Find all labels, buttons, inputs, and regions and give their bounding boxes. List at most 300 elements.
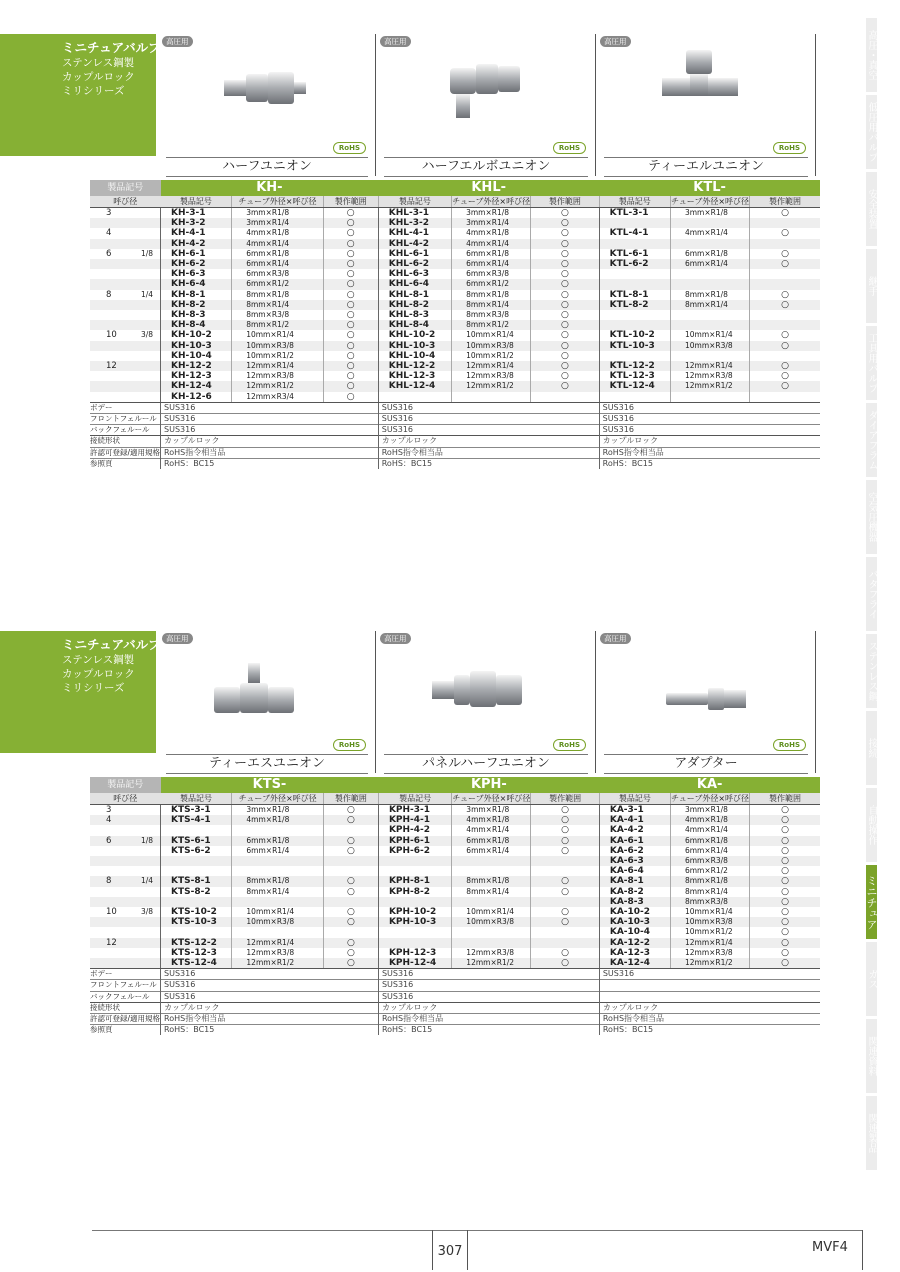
availability-mark: ○ (750, 259, 820, 269)
material-label: フロントフェルール (90, 414, 161, 425)
tube-dimension: 10mm×R1/4 (232, 330, 323, 340)
availability-mark: ○ (531, 381, 600, 391)
tube-dim-header: チューブ外径×呼び径 (670, 794, 750, 803)
part-number: KH-6-1 (161, 249, 232, 259)
rohs-badge: RoHS (333, 142, 366, 154)
table-row (90, 805, 820, 816)
material-value: RoHS：BC15 (599, 458, 820, 469)
part-number: KHL-12-2 (378, 361, 451, 371)
nominal-size (90, 310, 161, 320)
part-number: KA-6-3 (599, 856, 670, 866)
tube-dimension: 8mm×R1/4 (232, 300, 323, 310)
availability-mark: ○ (750, 836, 820, 846)
part-number: KA-10-2 (599, 907, 670, 917)
tube-dimension: 12mm×R1/2 (452, 958, 531, 969)
availability-mark (750, 239, 820, 249)
nominal-size (90, 887, 161, 897)
high-pressure-badge: 高圧用 (380, 633, 411, 644)
availability-mark (531, 856, 599, 866)
part-number (599, 239, 670, 249)
availability-mark: ○ (323, 239, 378, 249)
part-number (599, 320, 670, 330)
material-label: 接続形状 (90, 1002, 161, 1013)
table-row (90, 341, 820, 351)
tube-dimension (670, 279, 749, 289)
tube-dimension: 3mm×R1/8 (670, 805, 749, 816)
part-number: KH-6-4 (161, 279, 232, 289)
product-column (376, 631, 596, 775)
availability-mark: ○ (750, 927, 820, 937)
side-tab-9[interactable]: 接続 (866, 711, 877, 785)
nominal-size (90, 805, 161, 816)
tube-dimension: 6mm×R1/8 (670, 249, 749, 259)
tube-dimension: 8mm×R1/8 (232, 876, 323, 886)
part-number: KHL-10-3 (378, 341, 451, 351)
side-tab-13[interactable]: 関連資料 (866, 1019, 877, 1093)
part-number: KTL-6-1 (599, 249, 670, 259)
tube-dimension (670, 392, 749, 403)
material-value: カップルロック (599, 1002, 820, 1013)
availability-mark: ○ (531, 371, 600, 381)
tube-dimension (452, 392, 531, 403)
table-header-row (90, 777, 820, 793)
tube-dimension: 12mm×R1/4 (670, 361, 749, 371)
tube-dimension: 6mm×R3/8 (452, 269, 531, 279)
availability-mark (531, 392, 600, 403)
table-row (90, 351, 820, 361)
part-number: KA-8-1 (599, 876, 670, 886)
side-tab-12[interactable]: ガス (866, 942, 877, 1016)
availability-mark: ○ (531, 279, 600, 289)
part-number (378, 897, 451, 907)
table-row (90, 927, 820, 937)
part-number: KH-8-3 (161, 310, 232, 320)
availability-mark: ○ (750, 958, 820, 969)
availability-mark: ○ (323, 361, 378, 371)
fitting-illustration (656, 46, 746, 120)
availability-mark: ○ (750, 361, 820, 371)
part-number: KTL-3-1 (599, 208, 670, 219)
tube-dimension (670, 320, 749, 330)
part-number: KTS-12-2 (161, 938, 232, 948)
availability-mark (750, 310, 820, 320)
tube-dimension: 8mm×R1/4 (452, 887, 531, 897)
tube-dimension: 4mm×R1/8 (452, 815, 531, 825)
tube-dimension: 12mm×R3/8 (670, 371, 749, 381)
fitting-illustration (220, 58, 310, 122)
availability-mark: ○ (531, 805, 599, 816)
part-number (599, 310, 670, 320)
availability-mark: ○ (750, 917, 820, 927)
nominal-size (90, 392, 161, 403)
range-header: 製作範囲 (750, 196, 820, 208)
availability-mark (323, 825, 378, 835)
rohs-badge: RoHS (333, 739, 366, 751)
tube-dimension: 12mm×R3/8 (452, 371, 531, 381)
series-title-line: カップルロック (62, 668, 135, 680)
material-row-connection (90, 1002, 820, 1013)
table-row (90, 917, 820, 927)
part-number: KTL-10-2 (599, 330, 670, 340)
side-tab-0[interactable]: 高圧・真空 (866, 18, 877, 92)
nominal-size-value: 12 (106, 937, 117, 948)
tube-dimension: 12mm×R1/4 (232, 361, 323, 371)
material-value: RoHS：BC15 (378, 1025, 599, 1036)
part-number: KHL-8-1 (378, 290, 451, 300)
tube-dimension: 8mm×R1/4 (452, 300, 531, 310)
availability-mark: ○ (323, 249, 378, 259)
availability-mark (323, 866, 378, 876)
tube-dimension (670, 218, 749, 228)
table-row (90, 259, 820, 269)
material-value: SUS316 (161, 969, 379, 980)
material-value: SUS316 (378, 402, 599, 413)
part-number: KA-12-2 (599, 938, 670, 948)
tube-dimension: 3mm×R1/4 (452, 218, 531, 228)
part-number: KA-12-3 (599, 948, 670, 958)
availability-mark: ○ (323, 269, 378, 279)
tube-dimension: 12mm×R1/2 (452, 381, 531, 391)
nominal-size-fraction: 1/4 (141, 289, 154, 299)
part-number: KHL-6-4 (378, 279, 451, 289)
availability-mark (750, 392, 820, 403)
availability-mark (323, 927, 378, 937)
tube-dimension (232, 856, 323, 866)
tube-dimension: 12mm×R3/8 (670, 948, 749, 958)
tube-dimension: 6mm×R1/8 (232, 249, 323, 259)
nominal-size (90, 259, 161, 269)
part-number: KTS-10-3 (161, 917, 232, 927)
fitting-illustration (208, 659, 308, 733)
tube-dimension (670, 310, 749, 320)
material-row-reference (90, 1025, 820, 1036)
part-number: KPH-10-3 (378, 917, 451, 927)
tube-dimension: 10mm×R1/4 (232, 907, 323, 917)
tube-dimension (232, 825, 323, 835)
side-tab-2[interactable]: 安全装置 (866, 172, 877, 246)
tube-dimension: 3mm×R1/8 (452, 208, 531, 219)
side-tab-11[interactable]: ミニチュア (866, 865, 877, 939)
table-row (90, 392, 820, 403)
material-row-body (90, 402, 820, 413)
part-number: KTL-8-2 (599, 300, 670, 310)
column-divider (815, 34, 816, 176)
product-name: アダプター (604, 754, 808, 774)
rohs-badge: RoHS (773, 739, 806, 751)
product-column (596, 631, 816, 775)
part-number: KH-12-3 (161, 371, 232, 381)
product-name: ハーフユニオン (166, 157, 368, 177)
tube-dimension: 6mm×R1/8 (232, 836, 323, 846)
tube-dimension: 4mm×R1/4 (670, 825, 749, 835)
availability-mark: ○ (323, 371, 378, 381)
part-number: KTL-4-1 (599, 228, 670, 238)
availability-mark: ○ (750, 897, 820, 907)
part-number: KTL-6-2 (599, 259, 670, 269)
part-number-header: 製品記号 (161, 196, 232, 208)
table-row (90, 887, 820, 897)
availability-mark: ○ (323, 320, 378, 330)
tube-dimension (232, 897, 323, 907)
nominal-size (90, 361, 161, 371)
nominal-size-value: 4 (106, 228, 112, 239)
high-pressure-badge: 高圧用 (600, 36, 631, 47)
product-code-label: 製品記号 (90, 777, 161, 793)
series-title-block (0, 34, 161, 156)
availability-mark: ○ (531, 259, 600, 269)
material-value: RoHS指令相当品 (378, 447, 599, 458)
part-number: KHL-8-3 (378, 310, 451, 320)
part-number (161, 927, 232, 937)
material-value (599, 991, 820, 1002)
availability-mark: ○ (323, 290, 378, 300)
availability-mark: ○ (531, 917, 599, 927)
material-row-connection (90, 436, 820, 447)
part-number: KHL-10-4 (378, 351, 451, 361)
product-name: ハーフエルボユニオン (384, 157, 588, 177)
material-row-reference (90, 458, 820, 469)
side-tab-5[interactable]: ダイアフラム (866, 403, 877, 477)
tube-dimension (670, 239, 749, 249)
material-value: RoHS：BC15 (161, 458, 379, 469)
series-title-line: ミリシリーズ (62, 682, 125, 694)
tube-dimension: 4mm×R1/4 (452, 825, 531, 835)
material-value: RoHS指令相当品 (599, 447, 820, 458)
nominal-size (90, 948, 161, 958)
part-number: KTL-10-3 (599, 341, 670, 351)
tube-dimension: 4mm×R1/8 (232, 815, 323, 825)
part-number: KHL-3-1 (378, 208, 451, 219)
part-number-header: 製品記号 (599, 793, 670, 805)
table-row (90, 269, 820, 279)
side-tab-7[interactable]: バタフライ (866, 557, 877, 631)
spec-table (90, 180, 820, 469)
availability-mark: ○ (531, 310, 600, 320)
tube-dimension: 12mm×R1/2 (232, 381, 323, 391)
table-row (90, 320, 820, 330)
part-number: KTS-12-4 (161, 958, 232, 969)
nominal-size (90, 208, 161, 219)
tube-dimension: 12mm×R3/8 (232, 948, 323, 958)
nominal-size (90, 371, 161, 381)
tube-dimension: 6mm×R1/4 (232, 259, 323, 269)
table-row (90, 836, 820, 846)
part-number: KTS-4-1 (161, 815, 232, 825)
table-row (90, 825, 820, 835)
tube-dim-header: チューブ外径×呼び径 (670, 197, 750, 206)
part-number: KA-6-1 (599, 836, 670, 846)
part-number: KTL-12-3 (599, 371, 670, 381)
nominal-size (90, 897, 161, 907)
side-tab-4[interactable]: 工具用バルブ (866, 326, 877, 400)
part-number: KH-12-2 (161, 361, 232, 371)
product-name: ティーエルユニオン (604, 157, 808, 177)
availability-mark: ○ (323, 381, 378, 391)
table-row (90, 371, 820, 381)
side-tab-1[interactable]: 低圧用バルブ (866, 95, 877, 169)
tube-dimension: 6mm×R1/2 (232, 279, 323, 289)
availability-mark: ○ (531, 269, 600, 279)
part-number: KHL-12-4 (378, 381, 451, 391)
page-code: MVF4 (812, 1240, 848, 1255)
tube-dimension: 10mm×R3/8 (232, 917, 323, 927)
table-row (90, 279, 820, 289)
nominal-size (90, 300, 161, 310)
material-value: SUS316 (378, 425, 599, 436)
material-value: SUS316 (161, 414, 379, 425)
availability-mark: ○ (750, 856, 820, 866)
part-number: KTS-6-1 (161, 836, 232, 846)
availability-mark: ○ (323, 938, 378, 948)
availability-mark: ○ (750, 330, 820, 340)
tube-dimension: 8mm×R1/8 (452, 876, 531, 886)
part-number: KH-6-3 (161, 269, 232, 279)
material-value: カップルロック (161, 1002, 379, 1013)
side-tab-8[interactable]: ステンレス鋼 (866, 634, 877, 708)
nominal-size-value: 8 (106, 876, 112, 887)
series-title-line: ミリシリーズ (62, 85, 125, 97)
tube-dimension: 12mm×R1/4 (452, 361, 531, 371)
material-row-front-ferrule (90, 414, 820, 425)
part-number (378, 392, 451, 403)
part-number (161, 897, 232, 907)
range-header: 製作範囲 (323, 196, 378, 208)
availability-mark: ○ (750, 371, 820, 381)
material-label: 接続形状 (90, 436, 161, 447)
product-column (158, 34, 376, 178)
nominal-size (90, 269, 161, 279)
availability-mark (323, 856, 378, 866)
nominal-size (90, 228, 161, 238)
availability-mark: ○ (531, 300, 600, 310)
part-number: KH-4-1 (161, 228, 232, 238)
material-value: SUS316 (599, 969, 820, 980)
availability-mark (531, 897, 599, 907)
footer-rule (92, 1230, 862, 1231)
material-value: カップルロック (161, 436, 379, 447)
part-number: KA-3-1 (599, 805, 670, 816)
availability-mark (750, 279, 820, 289)
availability-mark: ○ (750, 948, 820, 958)
availability-mark: ○ (323, 259, 378, 269)
availability-mark: ○ (750, 208, 820, 219)
tube-dimension: 6mm×R3/8 (232, 269, 323, 279)
part-number: KA-4-1 (599, 815, 670, 825)
nominal-size (90, 958, 161, 969)
side-tab-3[interactable]: 継手 (866, 249, 877, 323)
part-number: KTL-8-1 (599, 290, 670, 300)
part-number (378, 927, 451, 937)
tube-dimension: 8mm×R1/8 (670, 876, 749, 886)
tube-dimension: 8mm×R1/2 (452, 320, 531, 330)
nominal-size (90, 279, 161, 289)
availability-mark: ○ (531, 320, 600, 330)
rohs-badge: RoHS (553, 739, 586, 751)
material-label: ボデー (90, 969, 161, 980)
tube-dimension (452, 897, 531, 907)
range-header: 製作範囲 (531, 793, 599, 805)
side-tab-10[interactable]: 自動操作 (866, 788, 877, 862)
page-code-divider (862, 1230, 863, 1270)
part-number: KHL-8-4 (378, 320, 451, 330)
availability-mark (531, 927, 599, 937)
availability-mark: ○ (750, 907, 820, 917)
product-code-label: 製品記号 (90, 180, 161, 196)
availability-mark: ○ (531, 290, 600, 300)
series-title-line: ステンレス鋼製 (62, 57, 135, 69)
table-row (90, 876, 820, 886)
table-row (90, 381, 820, 391)
availability-mark: ○ (323, 392, 378, 403)
tube-dimension: 12mm×R1/4 (232, 938, 323, 948)
series-title-line: ステンレス鋼製 (62, 654, 135, 666)
availability-mark: ○ (531, 249, 600, 259)
part-number: KPH-12-4 (378, 958, 451, 969)
part-number: KHL-4-2 (378, 239, 451, 249)
material-label: ボデー (90, 402, 161, 413)
tube-dimension: 4mm×R1/8 (452, 228, 531, 238)
part-number (161, 825, 232, 835)
spec-table (90, 777, 820, 1035)
material-value: SUS316 (378, 980, 599, 991)
table-row (90, 907, 820, 917)
material-value: RoHS：BC15 (599, 1025, 820, 1036)
tube-dimension: 8mm×R1/2 (232, 320, 323, 330)
tube-dimension (232, 866, 323, 876)
material-value: SUS316 (378, 414, 599, 425)
material-label: 許認可登録/適用規格 (90, 447, 161, 457)
availability-mark: ○ (531, 958, 599, 969)
tube-dimension: 6mm×R1/8 (452, 836, 531, 846)
availability-mark: ○ (750, 815, 820, 825)
material-value: SUS316 (161, 980, 379, 991)
availability-mark (750, 269, 820, 279)
part-number (378, 938, 451, 948)
part-number: KA-12-4 (599, 958, 670, 969)
product-column (376, 34, 596, 178)
part-number: KH-10-2 (161, 330, 232, 340)
nominal-size (90, 330, 161, 340)
side-tab-14[interactable]: 関連製品 (866, 1096, 877, 1170)
part-number (161, 856, 232, 866)
nominal-size (90, 836, 161, 846)
availability-mark (750, 351, 820, 361)
part-number: KA-6-4 (599, 866, 670, 876)
tube-dimension: 8mm×R1/8 (452, 290, 531, 300)
nominal-size-value: 12 (106, 361, 117, 372)
tube-dim-header: チューブ外径×呼び径 (452, 794, 531, 803)
nominal-size-value: 10 (106, 907, 117, 918)
table-row (90, 239, 820, 249)
tube-dimension: 10mm×R1/2 (232, 351, 323, 361)
nominal-size-fraction: 1/8 (141, 248, 154, 258)
availability-mark: ○ (750, 938, 820, 948)
side-tab-6[interactable]: 空気圧機器 (866, 480, 877, 554)
tube-dimension (670, 269, 749, 279)
material-value (599, 980, 820, 991)
tube-dimension: 6mm×R1/2 (452, 279, 531, 289)
part-number: KHL-3-2 (378, 218, 451, 228)
material-value: SUS316 (599, 402, 820, 413)
part-number-header: 製品記号 (378, 793, 451, 805)
availability-mark: ○ (531, 218, 600, 228)
page-number: 307 (437, 1244, 463, 1259)
product-code: KH- (161, 180, 379, 196)
part-number: KA-6-2 (599, 846, 670, 856)
part-number: KPH-12-3 (378, 948, 451, 958)
nominal-size-value: 4 (106, 815, 112, 826)
part-number: KHL-6-3 (378, 269, 451, 279)
